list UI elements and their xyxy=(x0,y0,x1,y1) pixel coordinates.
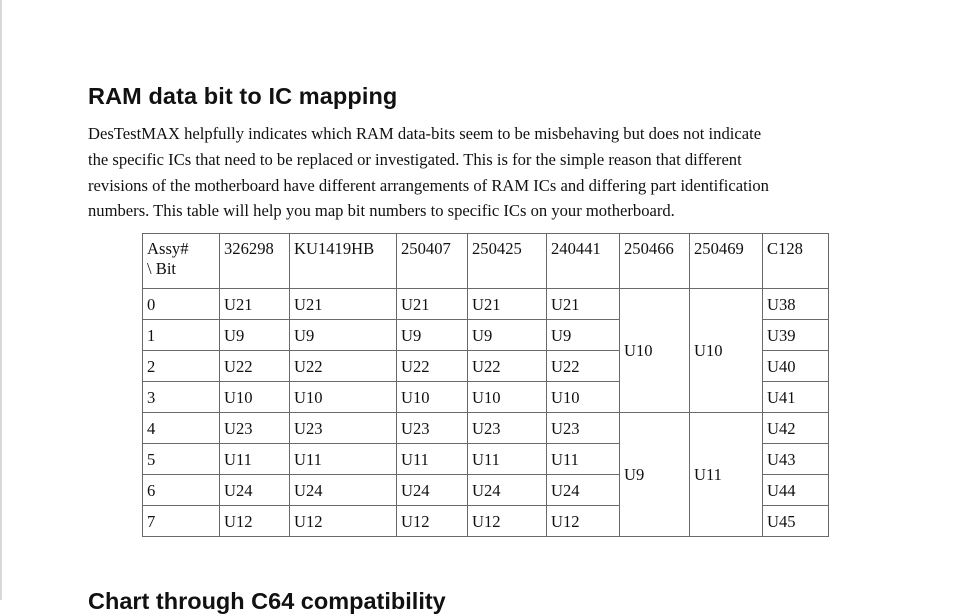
ic-cell: U22 xyxy=(397,351,468,382)
ic-cell: U11 xyxy=(547,444,620,475)
ic-cell: U11 xyxy=(397,444,468,475)
bit-cell: 0 xyxy=(143,289,220,320)
merged-ic-cell: U11 xyxy=(690,413,763,537)
ic-cell: U21 xyxy=(290,289,397,320)
ic-cell: U24 xyxy=(547,475,620,506)
paragraph-line: numbers. This table will help you map bit numbers to specific ICs on your motherboard. xyxy=(88,201,675,221)
ic-cell: U40 xyxy=(763,351,829,382)
ic-cell: U21 xyxy=(397,289,468,320)
column-header: KU1419HB xyxy=(290,234,397,289)
ic-cell: U38 xyxy=(763,289,829,320)
ic-cell: U43 xyxy=(763,444,829,475)
ic-cell: U10 xyxy=(397,382,468,413)
ic-cell: U11 xyxy=(290,444,397,475)
bit-cell: 2 xyxy=(143,351,220,382)
ic-cell: U21 xyxy=(220,289,290,320)
ic-cell: U39 xyxy=(763,320,829,351)
ic-cell: U12 xyxy=(290,506,397,537)
merged-ic-cell: U10 xyxy=(620,289,690,413)
ic-cell: U22 xyxy=(220,351,290,382)
ic-cell: U22 xyxy=(547,351,620,382)
corner-header-bit: \ Bit xyxy=(147,259,177,278)
ic-cell: U22 xyxy=(290,351,397,382)
ic-cell: U23 xyxy=(468,413,547,444)
ram-bit-ic-table xyxy=(142,233,829,537)
ic-cell: U24 xyxy=(468,475,547,506)
page-left-border xyxy=(0,0,2,600)
table-row xyxy=(143,289,829,320)
ic-cell: U11 xyxy=(220,444,290,475)
column-header: 250407 xyxy=(397,234,468,289)
intro-paragraph xyxy=(88,121,888,224)
ic-cell: U24 xyxy=(397,475,468,506)
paragraph-line: revisions of the motherboard have different arrangements of RAM ICs and differing part identification xyxy=(88,175,769,195)
ic-cell: U45 xyxy=(763,506,829,537)
bit-cell: 1 xyxy=(143,320,220,351)
ic-cell: U10 xyxy=(290,382,397,413)
ic-cell: U11 xyxy=(468,444,547,475)
merged-ic-cell: U9 xyxy=(620,413,690,537)
corner-header-assy: Assy# xyxy=(147,239,189,258)
paragraph-line: the specific ICs that need to be replaced or investigated. This is for the simple reason that different xyxy=(88,149,742,169)
ic-cell: U23 xyxy=(220,413,290,444)
ic-cell: U9 xyxy=(397,320,468,351)
bit-cell: 6 xyxy=(143,475,220,506)
column-header: 250425 xyxy=(468,234,547,289)
table-row xyxy=(143,413,829,444)
ic-cell: U21 xyxy=(468,289,547,320)
column-header: 250466 xyxy=(620,234,690,289)
next-section-heading: Chart through C64 compatibility xyxy=(88,588,446,614)
ic-cell: U23 xyxy=(547,413,620,444)
table-header-row xyxy=(143,234,829,289)
paragraph-line: DesTestMAX helpfully indicates which RAM data-bits seem to be misbehaving but does not indicate xyxy=(88,124,762,143)
ic-cell: U9 xyxy=(468,320,547,351)
corner-header-cell xyxy=(143,234,220,289)
bit-cell: 5 xyxy=(143,444,220,475)
ic-cell: U23 xyxy=(397,413,468,444)
ic-cell: U21 xyxy=(547,289,620,320)
column-header: 240441 xyxy=(547,234,620,289)
column-header: C128 xyxy=(763,234,829,289)
ic-cell: U12 xyxy=(468,506,547,537)
merged-ic-cell: U10 xyxy=(690,289,763,413)
ic-cell: U10 xyxy=(468,382,547,413)
ic-cell: U23 xyxy=(290,413,397,444)
ic-cell: U41 xyxy=(763,382,829,413)
column-header: 326298 xyxy=(220,234,290,289)
ic-cell: U44 xyxy=(763,475,829,506)
ic-cell: U12 xyxy=(397,506,468,537)
ic-cell: U9 xyxy=(547,320,620,351)
ic-cell: U24 xyxy=(220,475,290,506)
ic-cell: U10 xyxy=(547,382,620,413)
ic-cell: U22 xyxy=(468,351,547,382)
ic-cell: U24 xyxy=(290,475,397,506)
ic-cell: U12 xyxy=(547,506,620,537)
ic-cell: U10 xyxy=(220,382,290,413)
column-header: 250469 xyxy=(690,234,763,289)
bit-cell: 4 xyxy=(143,413,220,444)
ic-cell: U42 xyxy=(763,413,829,444)
bit-cell: 7 xyxy=(143,506,220,537)
ic-cell: U9 xyxy=(220,320,290,351)
bit-cell: 3 xyxy=(143,382,220,413)
section-heading: RAM data bit to IC mapping xyxy=(88,83,398,109)
ic-cell: U9 xyxy=(290,320,397,351)
ic-cell: U12 xyxy=(220,506,290,537)
